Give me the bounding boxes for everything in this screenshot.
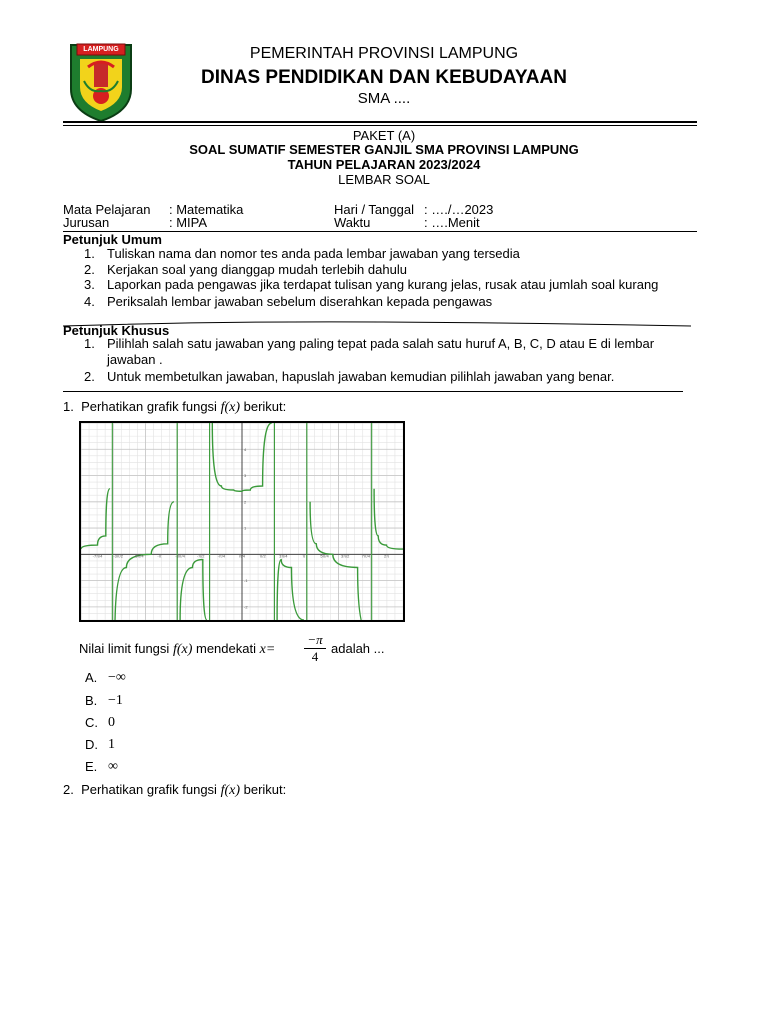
x-tick-label: -π (157, 553, 162, 559)
petunjuk-khusus-item: 1. Pilihlah salah satu jawaban yang paling tepat pada salah satu huruf A, B, C, D atau E di lembar jawaban . (84, 336, 655, 367)
option-d[interactable]: D. 1 (85, 737, 115, 752)
y-tick-label: -2 (244, 604, 248, 610)
title-line-1: SOAL SUMATIF SEMESTER GANJIL SMA PROVINSI LAMPUNG (189, 142, 579, 157)
header-divider-thick (63, 121, 697, 123)
option-e[interactable]: E. ∞ (85, 759, 118, 774)
option-c[interactable]: C. 0 (85, 715, 115, 730)
petunjuk-umum-item: 2. Kerjakan soal yang dianggap mudah terlebih dahulu (84, 262, 407, 277)
x-tick-label: -π/4 (217, 553, 226, 559)
x-tick-label: -5π/4 (133, 553, 144, 559)
header-line-1: PEMERINTAH PROVINSI LAMPUNG (249, 45, 519, 62)
option-b[interactable]: B. −1 (85, 693, 123, 708)
x-tick-label: -3π/4 (175, 553, 185, 559)
petunjuk-umum-item: 3. Laporkan pada pengawas jika terdapat tulisan yang kurang jelas, rusak atau jumlah soal kurang (84, 277, 659, 292)
title-line-2: TAHUN PELAJARAN 2023/2024 (287, 157, 481, 172)
petunjuk-umum-item: 4. Periksalah lembar jawaban sebelum diserahkan kepada pengawas (84, 294, 493, 309)
header-line-2: DINAS PENDIDIKAN DAN KEBUDAYAAN (201, 67, 567, 88)
x-tick-label: π (302, 553, 306, 559)
x-tick-label: π/4 (238, 553, 246, 559)
x-tick-label: 3π/2 (341, 553, 350, 559)
x-tick-label: 7π/4 (361, 553, 371, 559)
logo-text: LAMPUNG (83, 46, 119, 53)
q1-question-end: adalah ... (331, 641, 385, 656)
jurusan-value: : MIPA (169, 215, 208, 230)
tanggal-label: Hari / Tanggal (334, 202, 414, 217)
x-tick-label: -3π/2 (113, 553, 123, 559)
title-line-3: LEMBAR SOAL (338, 172, 430, 187)
mapel-value: : Matematika (169, 202, 244, 217)
waktu-value: : ….Menit (424, 215, 480, 230)
header-line-3: SMA .... (357, 90, 411, 107)
y-tick-label: 4 (244, 446, 247, 452)
y-tick-label: -1 (244, 578, 248, 584)
x-tick-label: -π/2 (196, 553, 205, 559)
section-divider-2 (63, 391, 683, 392)
tanggal-value: : …./…2023 (424, 202, 494, 217)
x-tick-label: -7π/4 (92, 553, 103, 559)
waktu-label: Waktu (334, 215, 371, 230)
paket-label: PAKET (A) (352, 128, 416, 143)
petunjuk-umum-item: 1. Tuliskan nama dan nomor tes anda pada lembar jawaban yang tersedia (84, 246, 520, 261)
petunjuk-umum-heading: Petunjuk Umum (63, 232, 162, 247)
function-curve (81, 489, 110, 549)
x-tick-label: π/2 (259, 553, 266, 559)
y-tick-label: 2 (244, 499, 247, 505)
x-tick-label: 5π/4 (320, 553, 329, 559)
q1-question: Nilai limit fungsi f(x) mendekati x= (79, 641, 276, 657)
fraction: −π 4 (302, 633, 328, 664)
y-tick-label: 3 (244, 473, 247, 479)
y-tick-label: 1 (244, 525, 247, 531)
mapel-label: Mata Pelajaran (63, 202, 151, 217)
petunjuk-khusus-heading: Petunjuk Khusus (63, 323, 170, 338)
function-graph (79, 421, 405, 622)
x-tick-label: 3π/4 (279, 553, 288, 559)
jurusan-label: Jurusan (63, 215, 110, 230)
header-divider-thin (63, 125, 697, 126)
q1-stem: 1. Perhatikan grafik fungsi f(x) berikut: (63, 399, 287, 415)
petunjuk-khusus-item: 2. Untuk membetulkan jawaban, hapuslah jawaban kemudian pilihlah jawaban yang benar. (84, 369, 615, 384)
option-a[interactable]: A. −∞ (85, 670, 126, 685)
function-curve (374, 489, 403, 549)
x-tick-label: 2π (383, 553, 389, 559)
q2-stem: 2. Perhatikan grafik fungsi f(x) berikut: (63, 782, 287, 798)
